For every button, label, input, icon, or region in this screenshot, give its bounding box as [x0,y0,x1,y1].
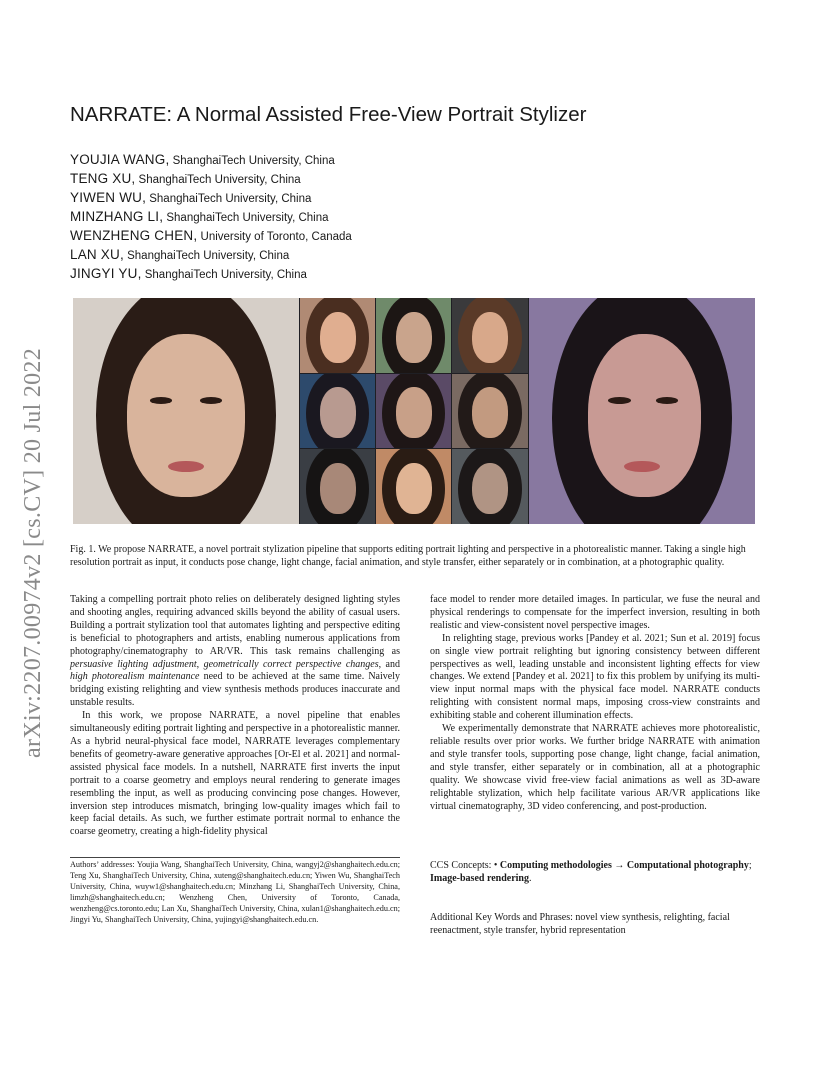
paragraph [70,594,400,710]
result-thumbnail [300,374,375,448]
ccs-label: CCS Concepts: • [430,860,500,871]
paragraph: face model to render more detailed images. In particular, we fuse the neural and physical renderings to compensate for the imperfect inversion, resulting in both realistic and view-consistent novel perspective images. [430,594,760,631]
author-name: JINGYI YU, [70,266,142,281]
author-affiliation: ShanghaiTech University, China [146,193,312,205]
author-name: YIWEN WU, [70,190,147,205]
paper-title: NARRATE: A Normal Assisted Free-View Portrait Stylizer [70,103,587,126]
author-name: WENZHENG CHEN, [70,228,198,243]
caption-text: We propose NARRATE, a novel portrait stylization pipeline that supports editing portrait lighting and perspective in a photorealistic manner. Taking a single high resolution portrait as input, it conducts pose change, light change, facial animation, and style transfer, either separately or in combination, at a photographic quality. [70,544,746,569]
caption-label: Fig. 1. [70,544,96,555]
result-thumbnail [376,298,451,373]
ccs-term: Computing methodologies → Computational photography [499,860,749,871]
author-name: LAN XU, [70,247,124,262]
author-entry [70,188,352,207]
text-span: need to be achieved at the same time. Naively bridging existing relighting and view synthesis methods produces inaccurate and unstable results. [70,671,400,709]
footnote-divider [70,857,400,858]
ccs-term: Image-based rendering [430,872,529,884]
emphasis-text: geometrically correct perspective changes [203,658,379,670]
paragraph: In this work, we propose NARRATE, a novel pipeline that enables simultaneously editing portrait lighting and perspective in a photorealistic manner. As a hybrid neural-physical face model, NARRATE leverages complementary benefits of geometry-aware generative approaches [Or-El et al. 2021] and normal-assisted physical face models. In a nutshell, NARRATE first inverts the input portrait to a coarse geometry and employs neural rendering to generate images resembling the input, as well as producing convincing pose changes. However, inversion step introduces mismatch, bringing low-quality images which fail to keep facial details. As such, we further estimate portrait normal to enhance the coarse geometry, creating a high-fidelity physical [70,710,400,838]
text-span: , and [378,658,400,670]
result-thumbnail [376,374,451,448]
emphasis-text: persuasive lighting adjustment [70,658,197,670]
author-affiliation: ShanghaiTech University, China [163,212,329,224]
text-span: Taking a compelling portrait photo relies on deliberately designed lighting styles and shooting angles, requiring advanced skills beyond the ability of casual users. Building a portrait stylization tool that automates lighting and perspective editing is beneficial to photographers and artists, enabling numerous applications from photography/cinematography to AR/VR. This task remains challenging as [70,594,400,657]
author-affiliation: University of Toronto, Canada [197,231,352,243]
author-list [70,150,352,283]
emphasis-text: high photorealism maintenance [70,671,200,683]
ccs-separator: ; [748,860,752,871]
author-entry [70,150,352,169]
result-thumbnail [452,449,528,524]
body-left-column [70,594,400,839]
author-affiliation: ShanghaiTech University, China [135,174,301,186]
authors-addresses-footnote: Authors’ addresses: Youjia Wang, ShanghaiTech University, China, wangyj2@shanghaitech.edu.cn; Teng Xu, ShanghaiTech University, China, xuteng@shanghaitech.edu.cn; Yiwen Wu, ShanghaiTech University, China, wuyw1@shanghaitech.edu.cn; Minzhang Li, ShanghaiTech University, China, limzh@shanghaitech.edu.cn; Wenzheng Chen, University of Toronto, Canada, wenzheng@cs.toronto.edu; Lan Xu, ShanghaiTech University, China, xulan1@shanghaitech.edu.cn; Jingyi Yu, ShanghaiTech University, China, yujingyi@shanghaitech.edu.cn. [70,860,400,924]
author-affiliation: ShanghaiTech University, China [141,269,307,281]
author-entry [70,264,352,283]
teaser-figure [73,298,755,524]
input-portrait-image [73,298,299,524]
author-entry [70,207,352,226]
author-entry [70,169,352,188]
author-name: TENG XU, [70,171,136,186]
result-thumbnail [452,298,528,373]
text-span: , [196,658,204,670]
ccs-end: . [528,872,532,884]
paragraph: In relighting stage, previous works [Pandey et al. 2021; Sun et al. 2019] focus on single view portrait relighting but ignoring consistency between different perspectives as well, leading unstable and inconsistent lighting effects for view changes. We extend [Pandey et al. 2021] to fix this problem by unifying its multi-view input normal maps with the physical face model. NARRATE conducts relighting with consistent normal maps, imposing cross-view constraints and exhibiting stable and coherent illumination effects. [430,632,760,722]
ccs-concepts [430,860,760,886]
author-entry [70,245,352,264]
author-name: YOUJIA WANG, [70,152,170,167]
author-affiliation: ShanghaiTech University, China [123,250,290,262]
author-affiliation: ShanghaiTech University, China [169,155,335,167]
figure-caption [70,543,760,570]
arxiv-identifier: arXiv:2207.00974v2 [cs.CV] 20 Jul 2022 [20,347,46,758]
author-entry [70,226,352,245]
result-thumbnail [300,449,375,524]
keywords: Additional Key Words and Phrases: novel view synthesis, relighting, facial reenactment, style transfer, hybrid representation [430,912,730,936]
paragraph: We experimentally demonstrate that NARRATE achieves more photorealistic, reliable results over prior works. We further bridge NARRATE with animation and style transfer tools, supporting pose change, light change, facial animation, and style transfer, either separately or in combination, all at a photographic quality. We showcase vivid free-view facial animations as well as 3D-aware relightable stylization, which help facilitate various AR/VR applications like virtual cinematography, 3D video conferencing, and post-production. [430,723,760,812]
result-thumbnail [300,298,375,373]
author-name: MINZHANG LI, [70,209,164,224]
result-thumbnail [376,449,451,524]
body-right-column [430,594,760,813]
result-thumbnail [452,374,528,448]
output-portrait-image [529,298,755,524]
